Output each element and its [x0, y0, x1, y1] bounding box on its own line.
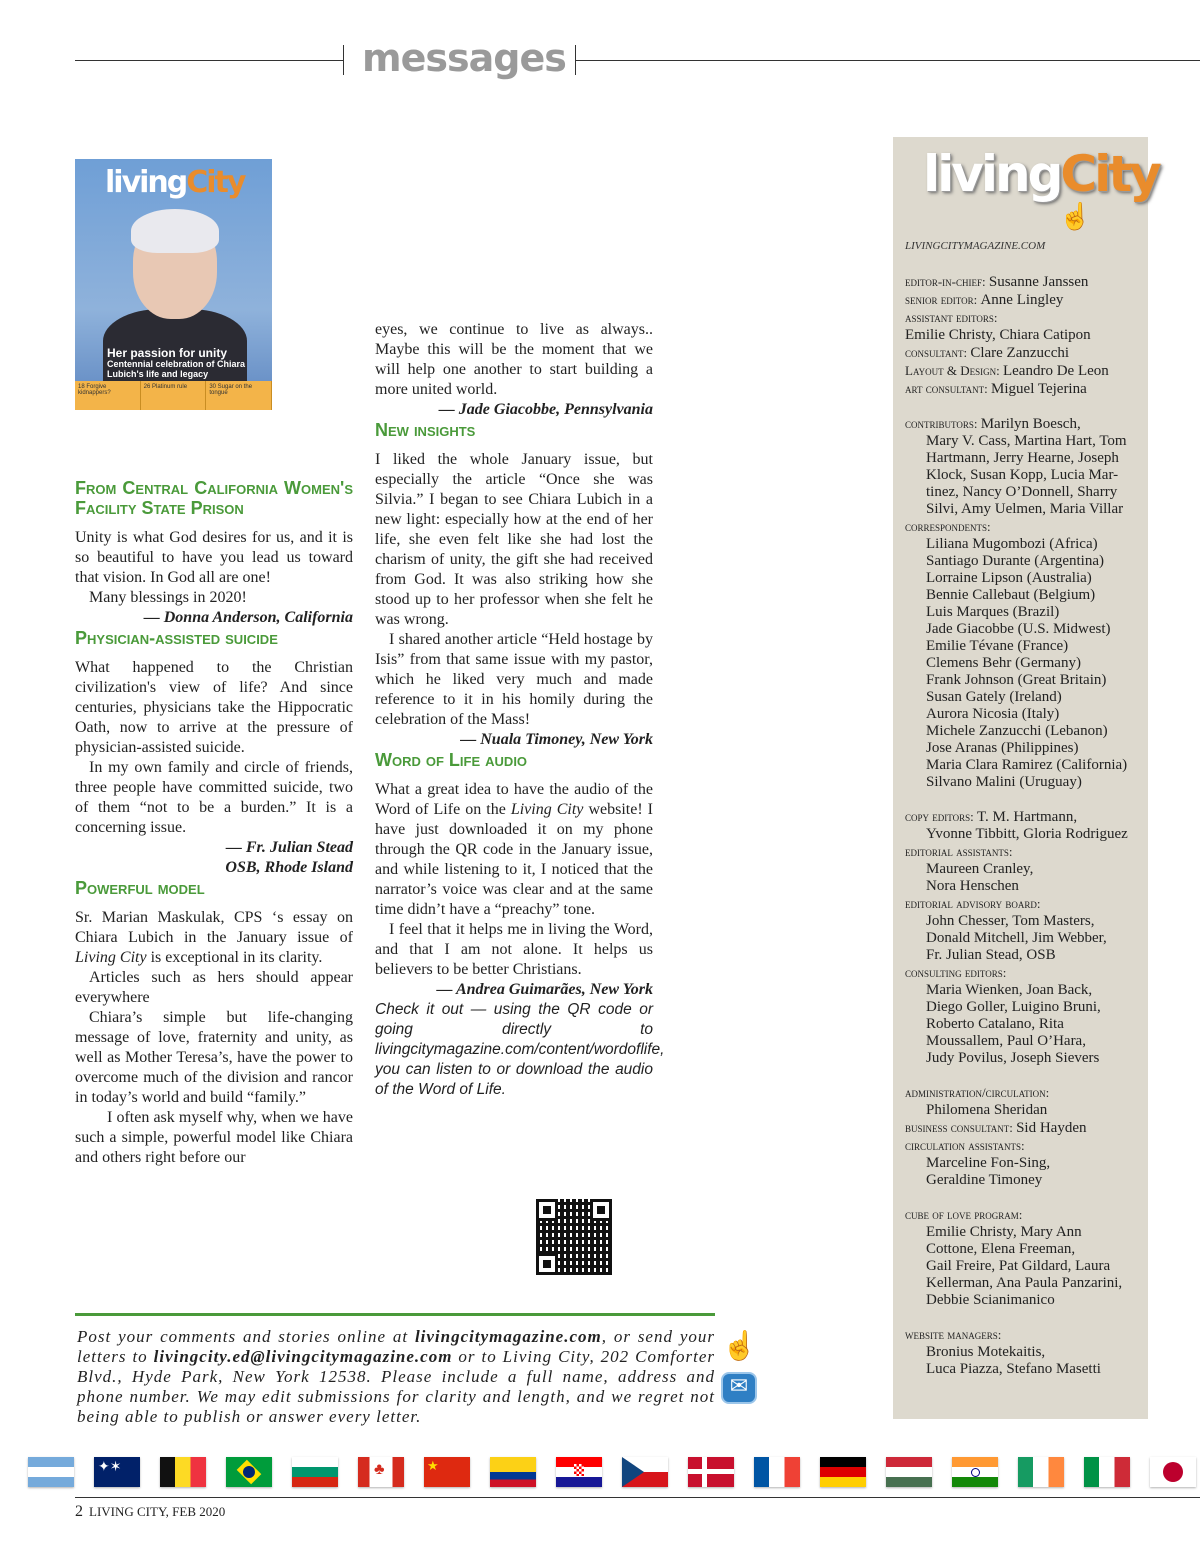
letter-heading: From Central California Women's Facility State Prison: [75, 478, 353, 518]
flag-denmark-icon: [688, 1457, 734, 1487]
email-link[interactable]: livingcity.ed@livingcitymagazine.com: [153, 1347, 453, 1366]
letter-signature: — Andrea Guimarães, New York: [436, 981, 653, 998]
letter-paragraph: Chiara’s simple but life-changing message of love, fraternity and unity, as well as Mother Teresa’s, have the power to overcome much of the division and rancor in today’s world and build “family.”: [75, 1009, 353, 1106]
letter-paragraph: Articles such as hers should appear everywhere: [75, 969, 353, 1006]
flag-china-icon: ★: [424, 1457, 470, 1487]
flag-hungary-icon: [886, 1457, 932, 1487]
cover-strip: [75, 381, 272, 410]
cover-portrait-hair: [131, 209, 219, 253]
letter-heading: New insights: [375, 420, 476, 440]
cover-caption: Her passion for unity Centennial celebration of Chiara Lubich's life and legacy: [107, 346, 246, 379]
submission-note: Post your comments and stories online at livingcitymagazine.com, or send your letters to livingcity.ed@livingcitymagazine.com or to Living City, 202 Comforter Blvd., Hyde Park, New York 12538. Please include a full name, address and phone number. We may edit submissions for clarity and length, and we regret not being able to publish or answer every letter.: [77, 1327, 715, 1426]
flag-canada-icon: ♣: [358, 1457, 404, 1487]
flag-belgium-icon: [160, 1457, 206, 1487]
flag-india-icon: [952, 1457, 998, 1487]
issue-label: LIVING CITY, FEB 2020: [89, 1504, 226, 1519]
bottom-rule: [75, 1497, 1200, 1498]
flag-australia-icon: ✦✶: [94, 1457, 140, 1487]
letter-signature: OSB, Rhode Island: [225, 859, 353, 876]
column-1: [75, 478, 353, 1168]
letter-paragraph: I feel that it helps me in living the Word, and that I am not alone. It helps us believers to be better Christians.: [375, 921, 653, 978]
flag-germany-icon: [820, 1457, 866, 1487]
letter-signature: — Jade Giacobbe, Pennsylvania: [438, 401, 653, 418]
letter-paragraph: In my own family and circle of friends, three people have committed suicide, two of them “not to be a burden.” It is a concerning issue.: [75, 759, 353, 836]
letter-heading: Physician-assisted suicide: [75, 628, 278, 648]
cover-strip-item: 26 Platinum rule: [141, 381, 207, 410]
cover-logo: livingCity: [105, 165, 245, 200]
country-flags: [28, 1457, 1198, 1487]
letter-paragraph: What a great idea to have the audio of the Word of Life on the Living City website! I have just downloaded it on my phone through the QR code in the January issue, and while listening to it, I noticed that the narrator’s voice was clear and at the same time didn’t have a “preachy” tone.: [375, 781, 654, 918]
header-rule-right: [576, 60, 1200, 61]
pointer-hand-icon: ☝: [722, 1331, 757, 1362]
letter-paragraph: I shared another article “Held hostage by Isis” from that same issue with my pastor, which he liked very much and made reference to it in his homily during the celebration of the Mass!: [375, 631, 653, 728]
flag-czech-icon: [622, 1457, 668, 1487]
footer-rule: [75, 1313, 715, 1316]
flag-argentina-icon: [28, 1457, 74, 1487]
header-rule-left: [75, 60, 343, 61]
letter-paragraph: I liked the whole January issue, but especially the article “Once she was Silvia.” I began to see Chiara Lubich in a new light: especially how at the end of her life, she even felt like she had lost the charism of unity, the gift she had received from God. It was also striking how she stood up to her professor when she felt he was wrong.: [375, 451, 653, 628]
masthead-credits: editor-in-chief: Susanne Janssen senior editor: Anne Lingley assistant editors: Emilie Christy, Chiara Catipon consultant: Clare Zanzucchi Layout & Design: Leandro De Leon art consultant: Miguel Tejerina contributors: Marilyn Boesch, Mary V. Cass, Martina Hart, Tom Hartmann, Jerry Hearne, Joseph Klock, Susan Kopp, Lucia Mar- tinez, Nancy O’Donnell, Sharry Silvi, Amy Uelmen, Maria Villar correspondents: Liliana Mugombozi (Africa) Santiago Durante (Argentina) Lorraine Lipson (Australia) Bennie Callebaut (Belgium) Luis Marques (Brazil) Jade Giacobbe (U.S. Midwest) Emilie Tévane (France) Clemens Behr (Germany) Frank Johnson (Great Britain) Susan Gately (Ireland) Aurora Nicosia (Italy) Michele Zanzucchi (Lebanon) Jose Aranas (Philippines) Maria Clara Ramirez (California) Silvano Malini (Uruguay) copy editors: T. M. Hartmann, Yvonne Tibbitt, Gloria Rodriguez editorial assistants: Maureen Cranley, Nora Henschen editorial advisory board: John Chesser, Tom Masters, Donald Mitchell, Jim Webber, Fr. Julian Stead, OSB consulting editors: Maria Wienken, Joan Back, Diego Goller, Luigino Bruni, Roberto Catalano, Rita Moussallem, Paul O’Hara, Judy Povilus, Joseph Sievers administration/circulation: Philomena Sheridan business consultant: Sid Hayden circulation assistants: Marceline Fon-Sing, Geraldine Timoney cube of love program: Emilie Christy, Mary Ann Cottone, Elena Freeman, Gail Freire, Pat Gildard, Laura Kellerman, Ana Paula Panzarini, Debbie Scianimanico website managers: Bronius Motekaitis, Luca Piazza, Stefano Masetti: [905, 274, 1128, 1377]
flag-croatia-icon: [556, 1457, 602, 1487]
letter-paragraph: Many blessings in 2020!: [89, 589, 247, 606]
pointer-hand-icon: ☝: [1059, 202, 1092, 231]
website-link[interactable]: livingcitymagazine.com: [414, 1327, 602, 1346]
masthead-sidebar: [893, 137, 1159, 1419]
flag-bulgaria-icon: [292, 1457, 338, 1487]
letter-heading: Powerful model: [75, 878, 205, 898]
cover-strip-item: 30 Sugar on the tongue: [206, 381, 272, 410]
letter-signature: — Nuala Timoney, New York: [460, 731, 653, 748]
qr-code[interactable]: [536, 1199, 612, 1275]
section-title: messages: [362, 36, 566, 80]
qr-finder: [590, 1199, 612, 1221]
header-tick-left: [343, 45, 344, 75]
flag-japan-icon: [1150, 1457, 1196, 1487]
letter-paragraph: Sr. Marian Maskulak, CPS ‘s essay on Chiara Lubich in the January issue of Living City is exceptional in its clarity.: [75, 909, 353, 966]
magazine-cover[interactable]: [75, 159, 272, 410]
qr-note: Check it out — using the QR code or going directly to livingcitymagazine.com/content/wordoflife, you can listen to or download the audio of the Word of Life.: [375, 1001, 665, 1098]
column-2: [375, 320, 665, 1100]
flag-colombia-icon: [490, 1457, 536, 1487]
letter-paragraph: Unity is what God desires for us, and it is so beautiful to have you lead us toward that vision. In God all are one!: [75, 529, 353, 586]
page-folio: [75, 1503, 225, 1521]
flag-france-icon: [754, 1457, 800, 1487]
letter-paragraph: eyes, we continue to live as always.. Maybe this will be the moment that we will help one another to start building a more united world.: [375, 321, 653, 398]
letter-signature: — Fr. Julian Stead: [225, 839, 353, 856]
letter-paragraph: I often ask myself why, when we have such a simple, powerful model like Chiara and others right before our: [75, 1109, 353, 1166]
letter-heading: Word of Life audio: [375, 750, 528, 770]
page-number: 2: [75, 1503, 83, 1520]
flag-brazil-icon: [226, 1457, 272, 1487]
flag-ireland-icon: [1018, 1457, 1064, 1487]
letter-paragraph: What happened to the Christian civilization's view of life? And since centuries, physicians take the Hippocratic Oath, now to arrive at the pressure of physician-assisted suicide.: [75, 659, 353, 756]
website-url[interactable]: LIVINGCITYMAGAZINE.COM: [905, 240, 1046, 252]
cover-strip-item: 18 Forgive kidnappers?: [75, 381, 141, 410]
qr-finder: [536, 1253, 558, 1275]
qr-finder: [536, 1199, 558, 1221]
letter-signature: — Donna Anderson, California: [143, 609, 353, 626]
mail-icon[interactable]: ✉: [721, 1372, 757, 1404]
flag-italy-icon: [1084, 1457, 1130, 1487]
living-city-logo: livingCity: [923, 145, 1159, 203]
